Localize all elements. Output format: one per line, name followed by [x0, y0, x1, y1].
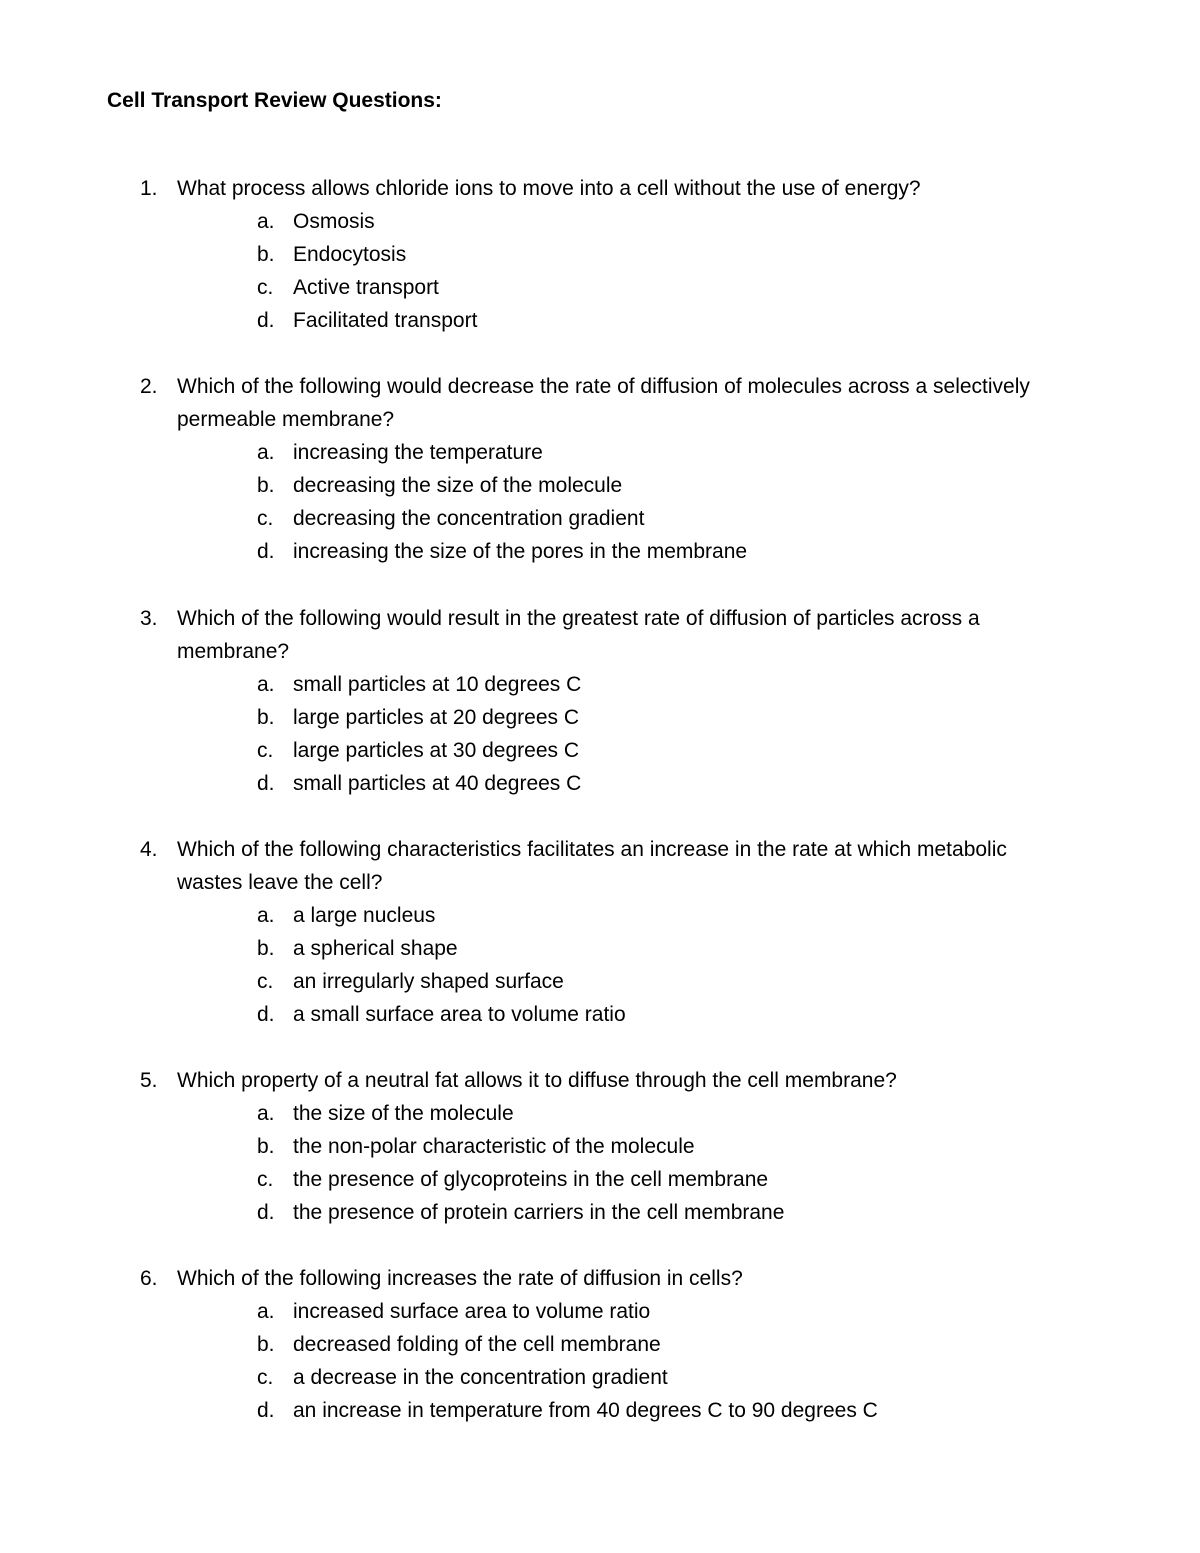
option-letter: c. — [257, 1168, 274, 1191]
option-text: a large nucleus — [293, 904, 436, 927]
question-number: 2. — [140, 375, 158, 398]
answer-option — [257, 1196, 1060, 1229]
answer-option — [257, 205, 1060, 238]
option-letter: a. — [257, 441, 275, 464]
question-text: Which of the following characteristics facilitates an increase in the rate at which metabolic wastes leave the cell? — [177, 838, 1007, 894]
option-text: an increase in temperature from 40 degrees C to 90 degrees C — [293, 1399, 878, 1422]
option-letter: d. — [257, 1003, 275, 1026]
question-number: 1. — [140, 177, 158, 200]
question-stem — [140, 602, 1060, 668]
answer-option — [257, 668, 1060, 701]
option-text: a decrease in the concentration gradient — [293, 1366, 668, 1389]
option-letter: a. — [257, 1102, 275, 1125]
answer-options — [140, 205, 1060, 337]
option-text: the presence of glycoproteins in the cell membrane — [293, 1168, 769, 1191]
option-letter: b. — [257, 937, 275, 960]
option-text: decreasing the concentration gradient — [293, 507, 645, 530]
option-text: a spherical shape — [293, 937, 458, 960]
answer-options — [140, 1097, 1060, 1229]
question-1 — [140, 172, 1060, 337]
option-letter: d. — [257, 540, 275, 563]
option-letter: d. — [257, 772, 275, 795]
answer-option — [257, 1361, 1060, 1394]
option-text: Active transport — [293, 276, 439, 299]
answer-option — [257, 1328, 1060, 1361]
option-letter: c. — [257, 276, 274, 299]
option-text: small particles at 10 degrees C — [293, 673, 582, 696]
answer-options — [140, 899, 1060, 1031]
answer-options — [140, 1295, 1060, 1427]
option-letter: b. — [257, 706, 275, 729]
answer-option — [257, 998, 1060, 1031]
answer-option — [257, 502, 1060, 535]
option-letter: c. — [257, 739, 274, 762]
option-text: an irregularly shaped surface — [293, 970, 564, 993]
option-letter: c. — [257, 507, 274, 530]
answer-option — [257, 1097, 1060, 1130]
question-stem — [140, 172, 1060, 205]
option-text: large particles at 30 degrees C — [293, 739, 579, 762]
document-title: Cell Transport Review Questions: — [107, 89, 442, 112]
option-letter: b. — [257, 1135, 275, 1158]
option-letter: a. — [257, 1300, 275, 1323]
question-number: 6. — [140, 1267, 158, 1290]
option-letter: a. — [257, 210, 275, 233]
option-letter: d. — [257, 1399, 275, 1422]
option-text: Facilitated transport — [293, 309, 478, 332]
question-text: Which of the following would result in the greatest rate of diffusion of particles across a membrane? — [177, 607, 980, 663]
question-number: 3. — [140, 607, 158, 630]
question-3 — [140, 602, 1060, 800]
option-letter: d. — [257, 309, 275, 332]
answer-option — [257, 932, 1060, 965]
answer-option — [257, 304, 1060, 337]
question-text: What process allows chloride ions to move into a cell without the use of energy? — [177, 177, 921, 200]
option-text: decreasing the size of the molecule — [293, 474, 623, 497]
option-letter: a. — [257, 904, 275, 927]
option-letter: d. — [257, 1201, 275, 1224]
answer-option — [257, 965, 1060, 998]
option-text: the non-polar characteristic of the molecule — [293, 1135, 695, 1158]
answer-option — [257, 436, 1060, 469]
answer-option — [257, 734, 1060, 767]
answer-option — [257, 469, 1060, 502]
question-stem — [140, 1262, 1060, 1295]
question-stem — [140, 370, 1060, 436]
option-letter: b. — [257, 1333, 275, 1356]
option-text: the presence of protein carriers in the cell membrane — [293, 1201, 785, 1224]
option-letter: c. — [257, 970, 274, 993]
answer-option — [257, 1394, 1060, 1427]
option-letter: b. — [257, 243, 275, 266]
option-letter: a. — [257, 673, 275, 696]
question-6 — [140, 1262, 1060, 1427]
question-text: Which of the following increases the rate of diffusion in cells? — [177, 1267, 743, 1290]
answer-option — [257, 1163, 1060, 1196]
option-text: a small surface area to volume ratio — [293, 1003, 626, 1026]
question-5 — [140, 1064, 1060, 1229]
option-text: increased surface area to volume ratio — [293, 1300, 651, 1323]
answer-option — [257, 767, 1060, 800]
question-text: Which of the following would decrease the rate of diffusion of molecules across a selectively permeable membrane? — [177, 375, 1030, 431]
question-number: 5. — [140, 1069, 158, 1092]
answer-option — [257, 1130, 1060, 1163]
option-text: small particles at 40 degrees C — [293, 772, 582, 795]
question-number: 4. — [140, 838, 158, 861]
option-text: increasing the size of the pores in the membrane — [293, 540, 748, 563]
answer-option — [257, 899, 1060, 932]
option-text: Osmosis — [293, 210, 375, 233]
answer-option — [257, 1295, 1060, 1328]
option-text: Endocytosis — [293, 243, 407, 266]
option-letter: b. — [257, 474, 275, 497]
question-text: Which property of a neutral fat allows it to diffuse through the cell membrane? — [177, 1069, 897, 1092]
answer-option — [257, 238, 1060, 271]
answer-option — [257, 535, 1060, 568]
option-text: increasing the temperature — [293, 441, 543, 464]
question-stem — [140, 1064, 1060, 1097]
option-text: decreased folding of the cell membrane — [293, 1333, 661, 1356]
answer-options — [140, 668, 1060, 800]
option-letter: c. — [257, 1366, 274, 1389]
answer-options — [140, 436, 1060, 568]
answer-option — [257, 271, 1060, 304]
question-2 — [140, 370, 1060, 568]
option-text: large particles at 20 degrees C — [293, 706, 579, 729]
question-4 — [140, 833, 1060, 1031]
option-text: the size of the molecule — [293, 1102, 514, 1125]
answer-option — [257, 701, 1060, 734]
question-stem — [140, 833, 1060, 899]
